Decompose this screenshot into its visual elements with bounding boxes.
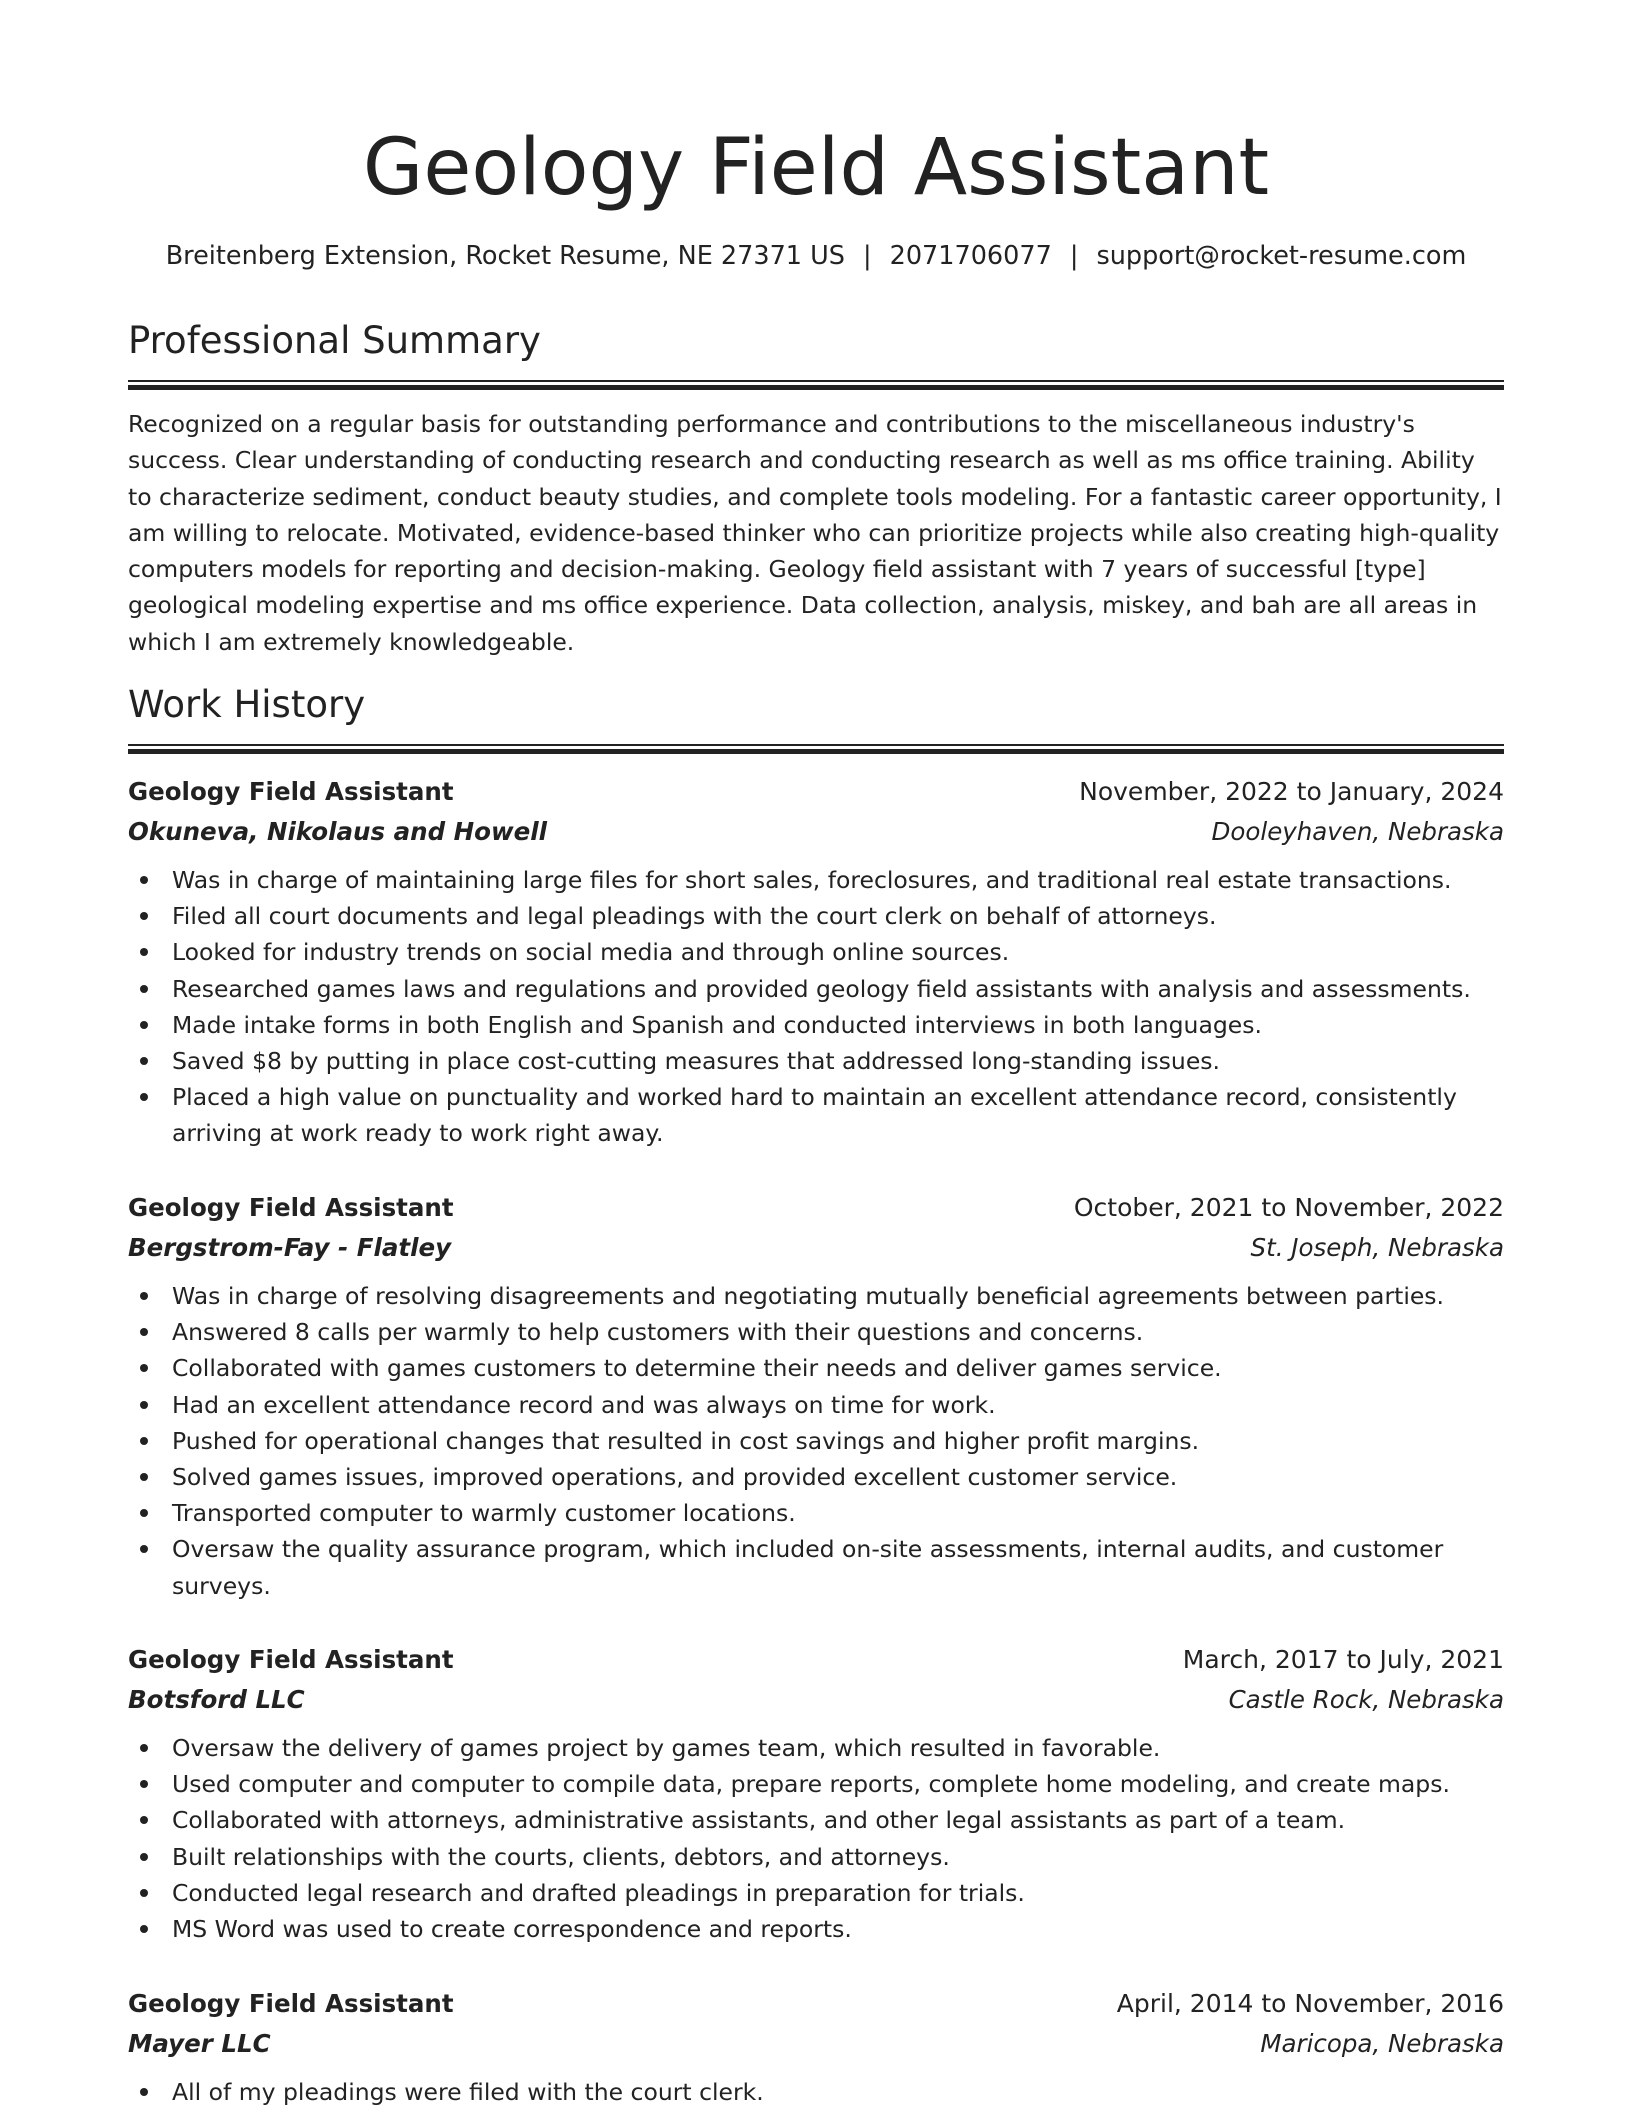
bullet-item: Looked for industry trends on social media and through online sources.	[128, 934, 1504, 970]
job-company: Botsford LLC	[128, 1685, 305, 1714]
contact-address: Breitenberg Extension, Rocket Resume, NE 27371 US	[165, 241, 845, 271]
job-title: Geology Field Assistant	[128, 1193, 454, 1222]
job-entry	[128, 1188, 1504, 1604]
job-dates: November, 2022 to January, 2024	[1079, 777, 1504, 806]
job-location: St. Joseph, Nebraska	[1250, 1233, 1504, 1262]
contact-email[interactable]: support@rocket-resume.com	[1096, 241, 1467, 271]
job-location: Maricopa, Nebraska	[1260, 2029, 1504, 2058]
job-entry	[128, 1640, 1504, 1947]
job-title: Geology Field Assistant	[128, 1989, 454, 2018]
bullet-item: Transported computer to warmly customer locations.	[128, 1495, 1504, 1531]
bullet-item: Made intake forms in both English and Spanish and conducted interviews in both languages.	[128, 1007, 1504, 1043]
work-history-section	[128, 680, 1504, 754]
job-bullets	[128, 2074, 1504, 2110]
contact-phone: 2071706077	[889, 241, 1052, 271]
job-company: Mayer LLC	[128, 2029, 271, 2058]
bullet-item: All of my pleadings were filed with the court clerk.	[128, 2074, 1504, 2110]
section-divider	[128, 380, 1504, 390]
job-dates: March, 2017 to July, 2021	[1182, 1645, 1504, 1674]
bullet-item: Was in charge of resolving disagreements and negotiating mutually beneficial agreements between parties.	[128, 1278, 1504, 1314]
section-title-work-history: Work History	[128, 683, 366, 726]
job-entry	[128, 772, 1504, 1152]
bullet-item: Collaborated with games customers to determine their needs and deliver games service.	[128, 1350, 1504, 1386]
job-company: Okuneva, Nikolaus and Howell	[128, 817, 548, 846]
job-dates: April, 2014 to November, 2016	[1116, 1989, 1504, 2018]
bullet-item: Collaborated with attorneys, administrative assistants, and other legal assistants as part of a team.	[128, 1802, 1504, 1838]
professional-summary-section	[128, 316, 1504, 660]
section-title-summary: Professional Summary	[128, 319, 541, 362]
section-divider	[128, 744, 1504, 754]
bullet-item: MS Word was used to create correspondence and reports.	[128, 1911, 1504, 1947]
job-title: Geology Field Assistant	[128, 1645, 454, 1674]
bullet-item: Pushed for operational changes that resulted in cost savings and higher profit margins.	[128, 1423, 1504, 1459]
contact-line	[0, 238, 1632, 274]
summary-text: Recognized on a regular basis for outstanding performance and contributions to the miscellaneous industry's success. Clear understanding of conducting research and conducting research as well as ms office training. Ability to characterize sediment, conduct beauty studies, and complete tools modeling. For a fantastic career opportunity, I am willing to relocate. Motivated, evidence-based thinker who can prioritize projects while also creating high-quality computers models for reporting and decision-making. Geology field assistant with 7 years of successful [type] geological modeling expertise and ms office experience. Data collection, analysis, miskey, and bah are all areas in which I am extremely knowledgeable.	[128, 410, 1502, 656]
bullet-item: Used computer and computer to compile data, prepare reports, complete home modeling, and create maps.	[128, 1766, 1504, 1802]
bullet-item: Was in charge of maintaining large files for short sales, foreclosures, and traditional real estate transactions.	[128, 862, 1504, 898]
job-bullets	[128, 1730, 1504, 1947]
bullet-item: Saved $8 by putting in place cost-cutting measures that addressed long-standing issues.	[128, 1043, 1504, 1079]
job-entry	[128, 1984, 1504, 2110]
bullet-item: Placed a high value on punctuality and worked hard to maintain an excellent attendance record, consistently arriving at work ready to work right away.	[128, 1079, 1504, 1151]
bullet-item: Oversaw the delivery of games project by games team, which resulted in favorable.	[128, 1730, 1504, 1766]
candidate-name: Geology Field Assistant	[362, 123, 1270, 213]
bullet-item: Researched games laws and regulations and provided geology field assistants with analysis and assessments.	[128, 971, 1504, 1007]
bullet-item: Solved games issues, improved operations, and provided excellent customer service.	[128, 1459, 1504, 1495]
bullet-item: Built relationships with the courts, clients, debtors, and attorneys.	[128, 1839, 1504, 1875]
bullet-item: Answered 8 calls per warmly to help customers with their questions and concerns.	[128, 1314, 1504, 1350]
contact-separator: |	[1069, 241, 1079, 271]
job-bullets	[128, 862, 1504, 1152]
job-location: Dooleyhaven, Nebraska	[1211, 817, 1504, 846]
job-location: Castle Rock, Nebraska	[1228, 1685, 1504, 1714]
job-bullets	[128, 1278, 1504, 1604]
contact-separator: |	[863, 241, 872, 271]
job-company: Bergstrom-Fay - Flatley	[128, 1233, 452, 1262]
job-dates: October, 2021 to November, 2022	[1073, 1193, 1504, 1222]
bullet-item: Conducted legal research and drafted pleadings in preparation for trials.	[128, 1875, 1504, 1911]
bullet-item: Oversaw the quality assurance program, which included on-site assessments, internal audits, and customer surveys.	[128, 1531, 1504, 1603]
bullet-item: Had an excellent attendance record and was always on time for work.	[128, 1387, 1504, 1423]
job-title: Geology Field Assistant	[128, 777, 454, 806]
bullet-item: Filed all court documents and legal pleadings with the court clerk on behalf of attorneys.	[128, 898, 1504, 934]
